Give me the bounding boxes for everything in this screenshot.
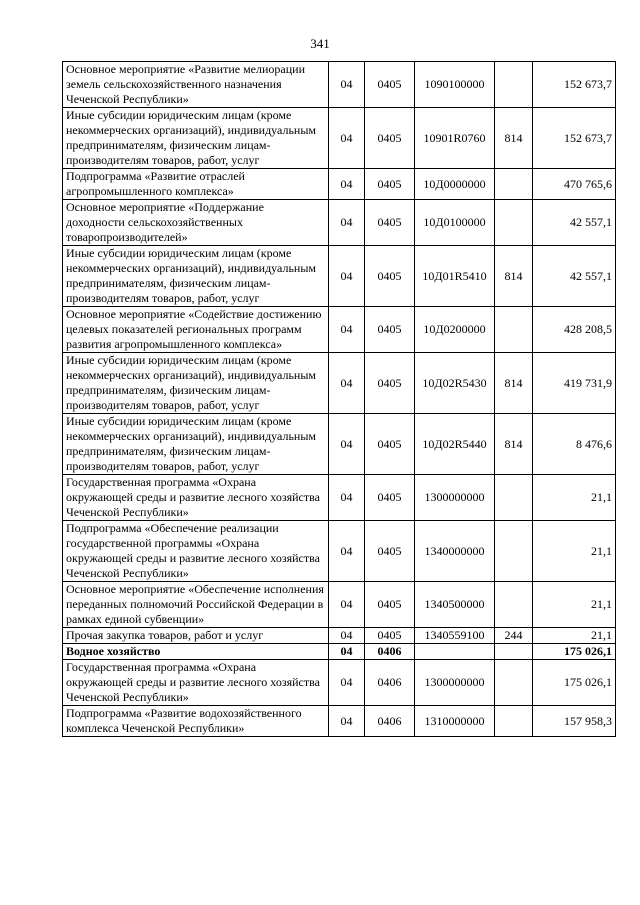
row-section-code: 04: [329, 108, 365, 169]
table-row: [63, 200, 616, 246]
row-amount: 152 673,7: [533, 108, 616, 169]
row-expense-type: 814: [495, 353, 533, 414]
table-row: [63, 353, 616, 414]
row-section-code: 04: [329, 628, 365, 644]
row-section-code: 04: [329, 307, 365, 353]
row-name: Иные субсидии юридическим лицам (кроме некоммерческих организаций), индивидуальным предпринимателям, физическим лицам-производителям товаров, работ, услуг: [63, 414, 329, 475]
row-target-article: 1090100000: [415, 62, 495, 108]
row-amount: 175 026,1: [533, 660, 616, 706]
row-expense-type: 814: [495, 108, 533, 169]
row-section-code: 04: [329, 521, 365, 582]
row-amount: 21,1: [533, 475, 616, 521]
row-section-code: 04: [329, 582, 365, 628]
table-row: [63, 169, 616, 200]
table-row: [63, 62, 616, 108]
row-expense-type: 814: [495, 414, 533, 475]
row-target-article: [415, 644, 495, 660]
row-target-article: 10901R0760: [415, 108, 495, 169]
table-row: [63, 706, 616, 737]
table-row: [63, 414, 616, 475]
table-body: [63, 62, 616, 737]
row-name: Прочая закупка товаров, работ и услуг: [63, 628, 329, 644]
row-section-code: 04: [329, 475, 365, 521]
row-amount: 470 765,6: [533, 169, 616, 200]
row-target-article: 10Д0200000: [415, 307, 495, 353]
row-amount: 8 476,6: [533, 414, 616, 475]
row-amount: 152 673,7: [533, 62, 616, 108]
row-name: Основное мероприятие «Обеспечение исполнения переданных полномочий Российской Федерации в рамках единой субвенции»: [63, 582, 329, 628]
table-row: [63, 307, 616, 353]
row-expense-type: [495, 200, 533, 246]
row-expense-type: [495, 660, 533, 706]
row-section-code: 04: [329, 353, 365, 414]
row-expense-type: [495, 521, 533, 582]
table-row: [63, 660, 616, 706]
row-subsection-code: 0405: [365, 414, 415, 475]
row-subsection-code: 0405: [365, 246, 415, 307]
row-target-article: 1340500000: [415, 582, 495, 628]
row-target-article: 1300000000: [415, 660, 495, 706]
row-subsection-code: 0406: [365, 644, 415, 660]
table-row: [63, 628, 616, 644]
row-section-code: 04: [329, 169, 365, 200]
row-section-code: 04: [329, 246, 365, 307]
row-amount: 42 557,1: [533, 200, 616, 246]
row-expense-type: 244: [495, 628, 533, 644]
row-expense-type: [495, 706, 533, 737]
row-section-code: 04: [329, 706, 365, 737]
row-target-article: 1310000000: [415, 706, 495, 737]
row-subsection-code: 0405: [365, 307, 415, 353]
row-target-article: 10Д01R5410: [415, 246, 495, 307]
row-expense-type: [495, 307, 533, 353]
row-expense-type: [495, 475, 533, 521]
table-row: [63, 644, 616, 660]
row-name: Основное мероприятие «Содействие достижению целевых показателей региональных программ развития агропромышленного комплекса»: [63, 307, 329, 353]
table-row: [63, 246, 616, 307]
row-subsection-code: 0405: [365, 353, 415, 414]
row-target-article: 1340559100: [415, 628, 495, 644]
row-section-code: 04: [329, 62, 365, 108]
row-amount: 428 208,5: [533, 307, 616, 353]
row-amount: 42 557,1: [533, 246, 616, 307]
row-expense-type: [495, 644, 533, 660]
row-name: Государственная программа «Охрана окружающей среды и развитие лесного хозяйства Чеченской Республики»: [63, 660, 329, 706]
row-subsection-code: 0405: [365, 582, 415, 628]
row-amount: 21,1: [533, 628, 616, 644]
row-section-code: 04: [329, 644, 365, 660]
row-name: Подпрограмма «Развитие отраслей агропромышленного комплекса»: [63, 169, 329, 200]
row-amount: 21,1: [533, 521, 616, 582]
table-row: [63, 521, 616, 582]
row-subsection-code: 0405: [365, 628, 415, 644]
row-expense-type: [495, 62, 533, 108]
row-expense-type: [495, 582, 533, 628]
row-name: Подпрограмма «Обеспечение реализации государственной программы «Охрана окружающей среды и развитие лесного хозяйства Чеченской Республики»: [63, 521, 329, 582]
row-target-article: 10Д0100000: [415, 200, 495, 246]
row-section-code: 04: [329, 660, 365, 706]
table-row: [63, 475, 616, 521]
row-target-article: 1300000000: [415, 475, 495, 521]
row-subsection-code: 0405: [365, 200, 415, 246]
row-amount: 175 026,1: [533, 644, 616, 660]
row-section-code: 04: [329, 200, 365, 246]
row-subsection-code: 0406: [365, 706, 415, 737]
row-name: Государственная программа «Охрана окружающей среды и развитие лесного хозяйства Чеченской Республики»: [63, 475, 329, 521]
row-name: Основное мероприятие «Развитие мелиорации земель сельскохозяйственного назначения Чеченской Республики»: [63, 62, 329, 108]
row-name: Иные субсидии юридическим лицам (кроме некоммерческих организаций), индивидуальным предпринимателям, физическим лицам-производителям товаров, работ, услуг: [63, 353, 329, 414]
row-amount: 157 958,3: [533, 706, 616, 737]
row-name: Подпрограмма «Развитие водохозяйственного комплекса Чеченской Республики»: [63, 706, 329, 737]
page-number: 341: [310, 36, 330, 51]
row-amount: 419 731,9: [533, 353, 616, 414]
budget-table: [62, 61, 616, 737]
row-expense-type: [495, 169, 533, 200]
row-subsection-code: 0405: [365, 169, 415, 200]
row-subsection-code: 0406: [365, 660, 415, 706]
row-name: Водное хозяйство: [63, 644, 329, 660]
row-subsection-code: 0405: [365, 475, 415, 521]
row-subsection-code: 0405: [365, 521, 415, 582]
row-name: Иные субсидии юридическим лицам (кроме некоммерческих организаций), индивидуальным предпринимателям, физическим лицам-производителям товаров, работ, услуг: [63, 108, 329, 169]
row-target-article: 10Д02R5430: [415, 353, 495, 414]
row-target-article: 10Д02R5440: [415, 414, 495, 475]
row-name: Основное мероприятие «Поддержание доходности сельскохозяйственных товаропроизводителей»: [63, 200, 329, 246]
table-row: [63, 108, 616, 169]
row-expense-type: 814: [495, 246, 533, 307]
row-section-code: 04: [329, 414, 365, 475]
row-target-article: 1340000000: [415, 521, 495, 582]
row-target-article: 10Д0000000: [415, 169, 495, 200]
row-name: Иные субсидии юридическим лицам (кроме некоммерческих организаций), индивидуальным предпринимателям, физическим лицам-производителям товаров, работ, услуг: [63, 246, 329, 307]
row-subsection-code: 0405: [365, 62, 415, 108]
row-subsection-code: 0405: [365, 108, 415, 169]
table-row: [63, 582, 616, 628]
row-amount: 21,1: [533, 582, 616, 628]
